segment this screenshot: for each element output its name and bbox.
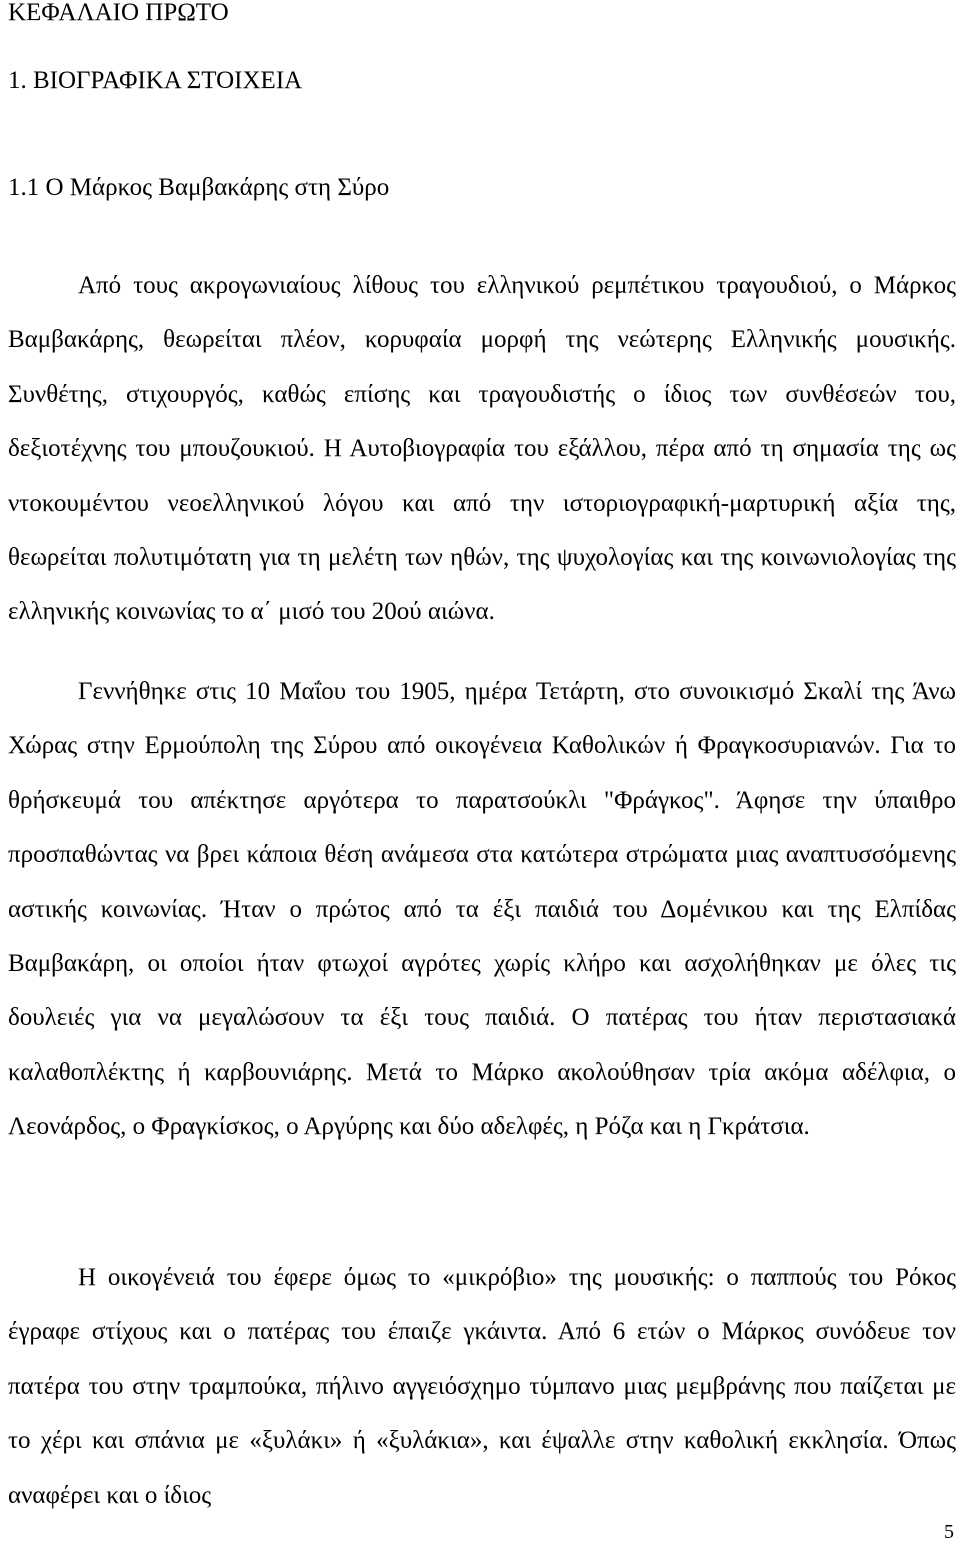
chapter-title: ΚΕΦΑΛΑΙΟ ΠΡΩΤΟ xyxy=(8,0,229,26)
paragraph: Γεννήθηκε στις 10 Μαΐου του 1905, ημέρα Τετάρτη, στο συνοικισμό Σκαλί της Άνω Χώρας στην Ερμούπολη της Σύρου από οικογένεια Καθολικών ή Φραγκοσυριανών. Για το θρήσκευμά του απέκτησε αργότερα το παρατσούκλι "Φράγκος". Άφησε την ύπαιθρο προσπαθώντας να βρει κάποια θέση ανάμεσα στα κατώτερα στρώματα μιας αναπτυσσόμενης αστικής κοινωνίας. Ήταν ο πρώτος από τα έξι παιδιά του Δομένικου και της Ελπίδας Βαμβακάρη, οι οποίοι ήταν φτωχοί αγρότες χωρίς κλήρο και ασχολήθηκαν με όλες τις δουλειές για να μεγαλώσουν τα έξι τους παιδιά. Ο πατέρας του ήταν περιστασιακά καλαθοπλέκτης ή καρβουνιάρης. Μετά το Μάρκο ακολούθησαν τρία ακόμα αδέλφια, ο Λεονάρδος, ο Φραγκίσκος, ο Αργύρης και δύο αδελφές, η Ρόζα και η Γκράτσια. xyxy=(8,678,956,1141)
paragraph: Η οικογένειά του έφερε όμως το «μικρόβιο» της μουσικής: ο παππούς του Ρόκος έγραφε στίχους και ο πατέρας του έπαιζε γκάιντα. Από 6 ετών ο Μάρκος συνόδευε τον πατέρα του στην τραμπούκα, πήλινο αγγειόσχημο τύμπανο μιας μεμβράνης που παίζεται με το χέρι και σπάνια με «ξυλάκι» ή «ξυλάκια», και έψαλλε στην καθολική εκκλησία. Όπως αναφέρει και ο ίδιος xyxy=(8,1264,956,1509)
subsection-title: 1.1 Ο Μάρκος Βαμβακάρης στη Σύρο xyxy=(8,174,390,201)
paragraph: Από τους ακρογωνιαίους λίθους του ελληνικού ρεμπέτικου τραγουδιού, ο Μάρκος Βαμβακάρης, θεωρείται πλέον, κορυφαία μορφή της νεώτερης Ελληνικής μουσικής. Συνθέτης, στιχουργός, καθώς επίσης και τραγουδιστής ο ίδιος των συνθέσεών του, δεξιοτέχνης του μπουζουκιού. Η Αυτοβιογραφία του εξάλλου, πέρα από τη σημασία της ως ντοκουμέντου νεοελληνικού λόγου και από την ιστοριογραφική-μαρτυρική αξία της, θεωρείται πολυτιμότατη για τη μελέτη των ηθών, της ψυχολογίας και της κοινωνιολογίας της ελληνικής κοινωνίας το α΄ μισό του 20ού αιώνα. xyxy=(8,272,956,626)
page-number: 5 xyxy=(944,1521,954,1543)
section-title: 1. ΒΙΟΓΡΑΦΙΚΑ ΣΤΟΙΧΕΙΑ xyxy=(8,67,303,94)
